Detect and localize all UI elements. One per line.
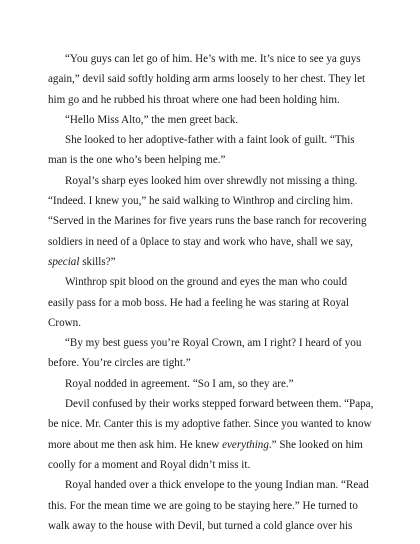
- body-text: [48, 49, 375, 536]
- paragraph: [48, 475, 375, 536]
- text-run: Royal handed over a thick envelope to the young Indian man. “Read this. For the mean time we are going to be staying here.” He turned to walk away to the house with Devil, but turned a cold glance over his: [48, 479, 369, 532]
- emphasized-text: special: [48, 255, 80, 268]
- paragraph: [48, 333, 375, 374]
- paragraph: [48, 171, 375, 272]
- text-run: Winthrop spit blood on the ground and eyes the man who could easily pass for a mob boss. He had a feeling he was staring at Royal Crown.: [48, 276, 349, 329]
- paragraph: [48, 394, 375, 475]
- text-run: “Hello Miss Alto,” the men greet back.: [65, 113, 239, 126]
- paragraph: [48, 374, 375, 394]
- emphasized-text: everything: [222, 438, 269, 451]
- paragraph: [48, 110, 375, 130]
- text-run: skills?”: [79, 255, 116, 268]
- text-run: “By my best guess you’re Royal Crown, am I right? I heard of you before. You’re circles are tight.”: [48, 337, 362, 370]
- text-run: Royal’s sharp eyes looked him over shrewdly not missing a thing. “Indeed. I knew you,” he said walking to Winthrop and circling him. “Served in the Marines for five years runs the base ranch for recovering soldiers in need of a 0place to stay and work who have, shall we say,: [48, 174, 367, 248]
- text-run: “You guys can let go of him. He’s with me. It’s nice to see ya guys again,” devil said softly holding arm arms loosely to her chest. They let him go and he rubbed his throat where one had been holding him.: [48, 53, 366, 106]
- text-run: She looked to her adoptive-father with a faint look of guilt. “This man is the one who’s been helping me.”: [48, 134, 355, 167]
- paragraph: [48, 130, 375, 171]
- text-run: Devil confused by their works stepped forward between them. “Papa, be nice. Mr. Canter this is my adoptive father. Since you wanted to know more about me then ask him. He knew: [48, 398, 374, 451]
- text-run: Royal nodded in agreement. “So I am, so they are.”: [65, 377, 294, 390]
- paragraph: [48, 272, 375, 333]
- paragraph: [48, 49, 375, 110]
- text-run: .” She looked on him coolly for a moment and Royal didn’t miss it.: [48, 438, 363, 471]
